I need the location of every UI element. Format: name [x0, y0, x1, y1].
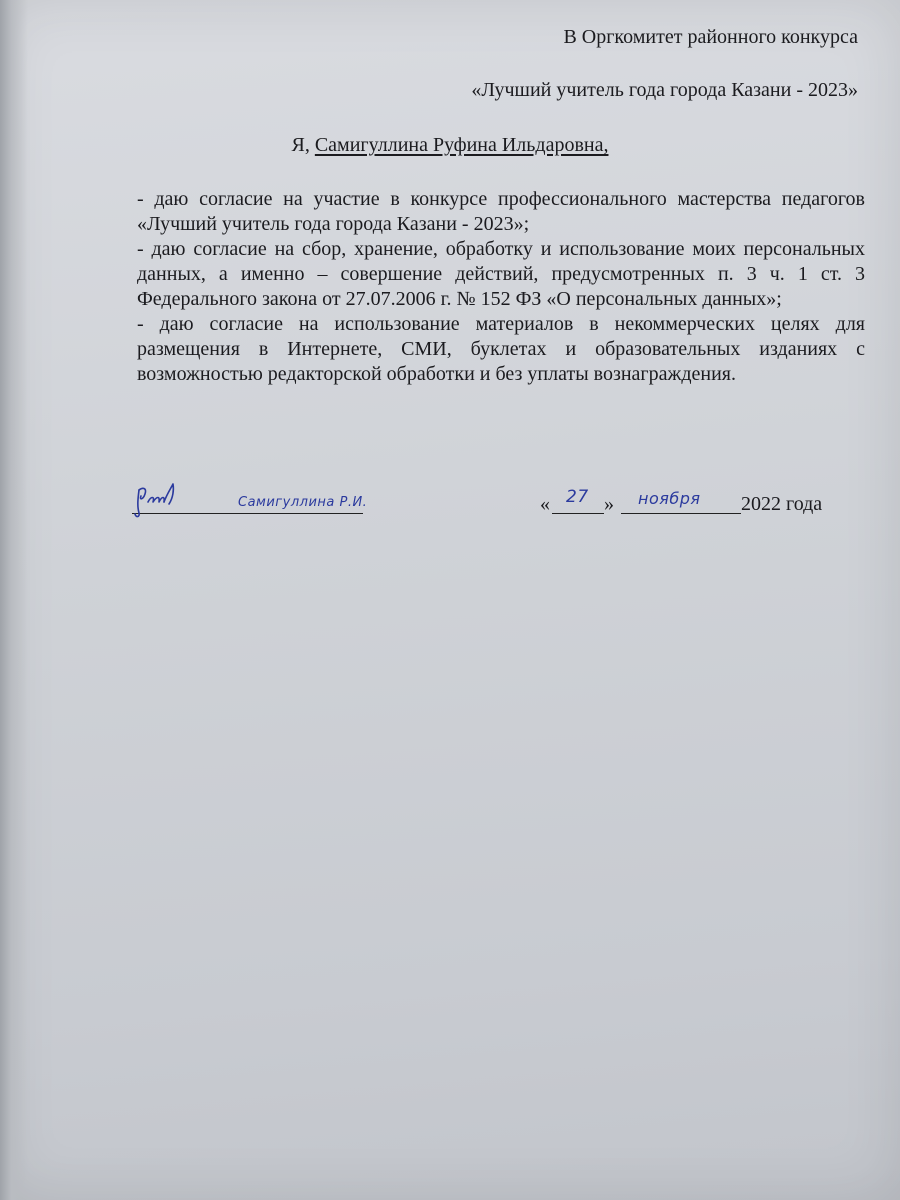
page-edge-shadow — [0, 0, 28, 1200]
consent-item-participation: - даю согласие на участие в конкурсе профессионального мастерства педагогов «Лучший учитель года города Казани - 2023»; — [137, 188, 865, 235]
handwritten-signature — [133, 478, 183, 522]
addressee-line-2: «Лучший учитель года города Казани - 2023» — [471, 79, 858, 101]
handwritten-day: 27 — [566, 487, 589, 507]
applicant-prefix: Я, — [291, 134, 310, 156]
date-year: 2022 года — [741, 493, 823, 515]
consent-text — [137, 187, 865, 387]
addressee-line-1: В Оргкомитет районного конкурса — [563, 26, 858, 48]
consent-item-materials: - даю согласие на использование материалов в некоммерческих целях для размещения в Интернете, СМИ, буклетах и образовательных изданиях с возможностью редакторской обработки и без уплаты вознаграждения. — [137, 313, 865, 385]
handwritten-month: ноября — [638, 489, 701, 508]
applicant-name: Самигуллина Руфина Ильдаровна, — [314, 134, 609, 156]
date-open-quote: « — [540, 493, 550, 515]
date-close-quote: » — [604, 493, 614, 515]
consent-item-personal-data: - даю согласие на сбор, хранение, обработку и использование моих персональных данных, а именно – совершение действий, предусмотренных п. 3 ч. 1 ст. 3 Федерального закона от 27.07.2006 г. № 152 ФЗ «О персональных данных»; — [137, 238, 865, 310]
handwritten-name: Самигуллина Р.И. — [238, 495, 368, 510]
applicant-line — [0, 133, 900, 158]
